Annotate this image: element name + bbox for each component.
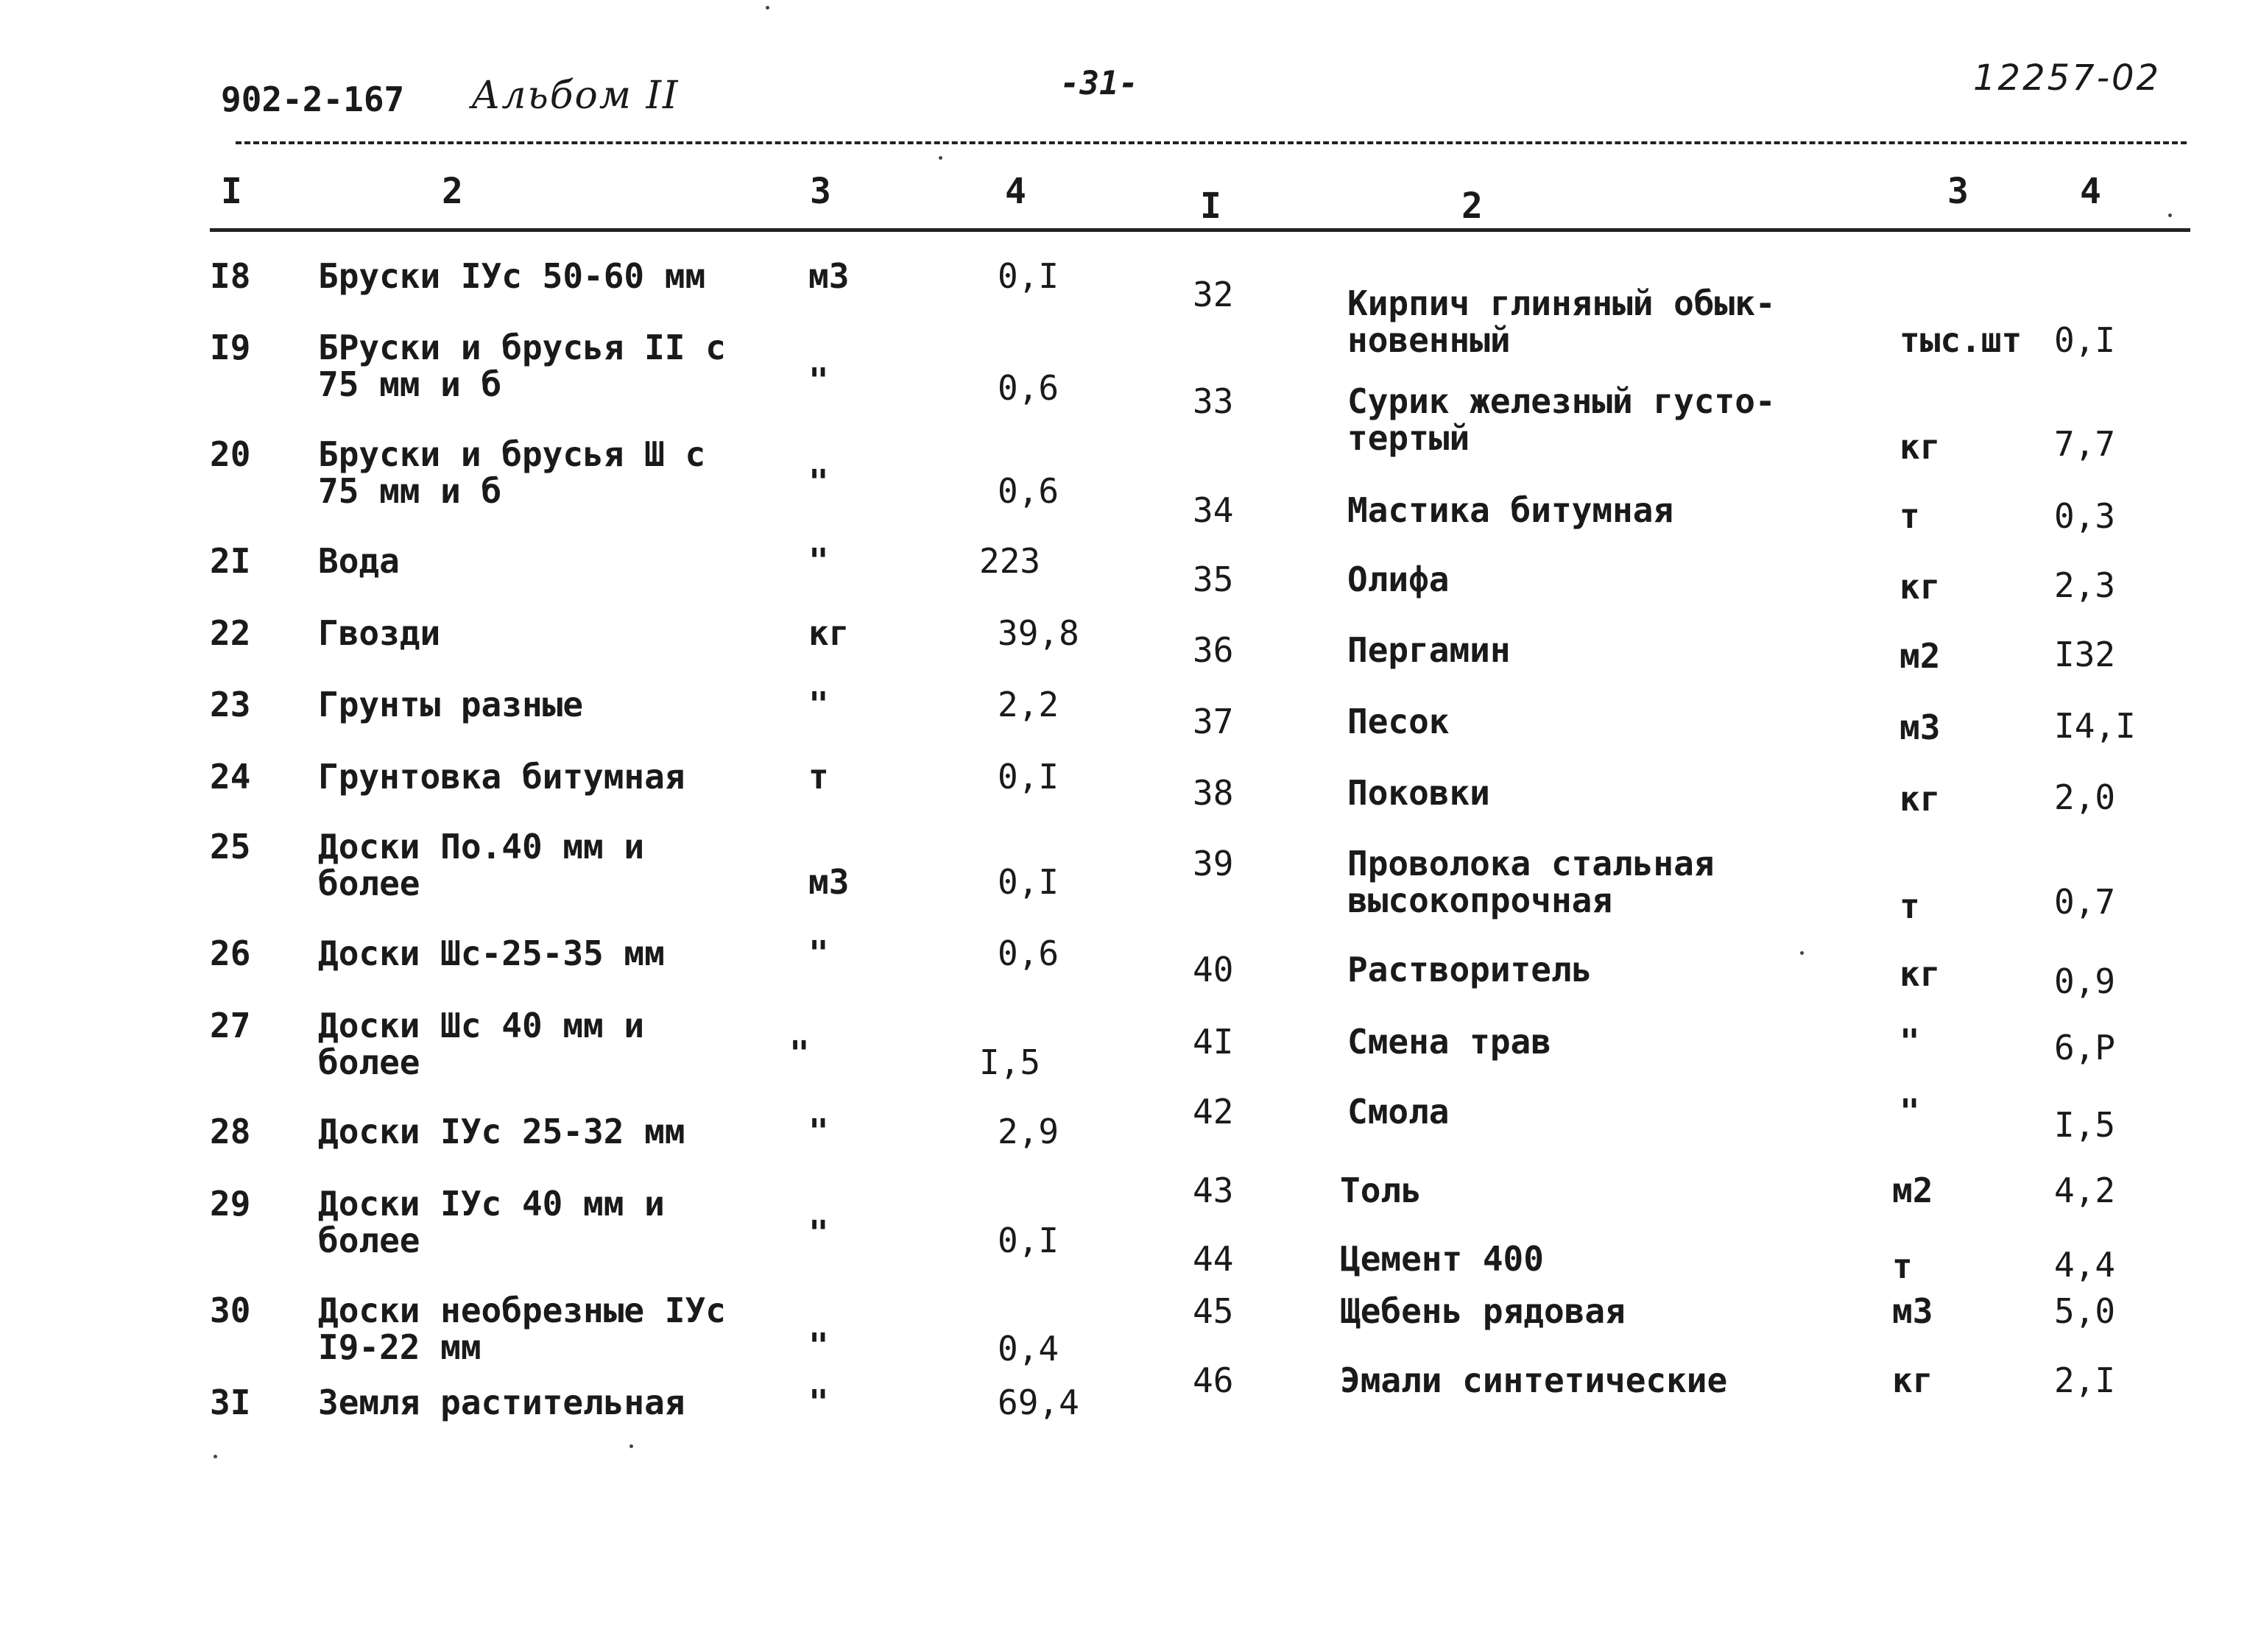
unit: " — [1900, 1022, 1920, 1062]
quantity: 2,2 — [998, 685, 1059, 724]
quantity: 4,2 — [2054, 1171, 2116, 1210]
album-label: Альбом II — [471, 74, 680, 118]
material-name: Растворитель — [1347, 950, 1592, 989]
quantity: 0,I — [2054, 320, 2116, 360]
unit: м3 — [808, 256, 850, 296]
scan-speck — [629, 1444, 633, 1448]
column-header-right-4: 4 — [2080, 171, 2101, 212]
unit: м3 — [1900, 707, 1941, 747]
quantity: 0,6 — [998, 368, 1059, 408]
unit: " — [808, 1326, 829, 1366]
material-name: Эмали синтетические — [1340, 1360, 1728, 1400]
row-number: 38 — [1193, 773, 1234, 813]
row-number: I8 — [210, 256, 251, 296]
column-header-left-1: I — [221, 171, 242, 212]
row-number: 22 — [210, 613, 251, 653]
scan-speck — [1800, 951, 1804, 955]
material-name: Доски По.40 мм и более — [318, 827, 645, 903]
material-name: Вода — [318, 541, 400, 581]
unit: м3 — [808, 862, 850, 902]
unit: т — [1900, 886, 1920, 926]
material-name: Грунтовка битумная — [318, 757, 685, 797]
row-number: 39 — [1193, 844, 1234, 883]
quantity: 0,7 — [2054, 882, 2116, 922]
material-name: БРуски и брусья II с 75 мм и б — [318, 328, 726, 404]
scan-speck — [214, 1455, 217, 1458]
quantity: 0,I — [998, 256, 1059, 296]
unit: т — [1892, 1246, 1913, 1286]
quantity: I,5 — [979, 1042, 1041, 1082]
row-number: 29 — [210, 1184, 251, 1224]
row-number: 44 — [1193, 1239, 1234, 1279]
header-divider — [210, 228, 2190, 232]
material-name: Проволока стальная высокопрочная — [1347, 844, 1715, 920]
row-number: 42 — [1193, 1092, 1234, 1132]
material-name: Доски IУс 40 мм и более — [318, 1184, 665, 1260]
row-number: 37 — [1193, 702, 1234, 741]
material-name: Доски IУс 25-32 мм — [318, 1112, 685, 1151]
unit: т — [808, 757, 829, 797]
quantity: 2,0 — [2054, 777, 2116, 817]
unit: " — [808, 685, 829, 724]
unit: " — [808, 462, 829, 502]
material-name: Земля растительная — [318, 1383, 685, 1422]
quantity: 69,4 — [998, 1383, 1079, 1422]
page-number: -31- — [1060, 65, 1138, 102]
column-header-left-4: 4 — [1005, 171, 1026, 212]
row-number: 4I — [1193, 1022, 1234, 1062]
material-name: Мастика битумная — [1347, 490, 1674, 530]
quantity: 0,I — [998, 1221, 1059, 1260]
material-name: Цемент 400 — [1340, 1239, 1544, 1279]
quantity: 2,I — [2054, 1360, 2116, 1400]
scan-speck — [939, 156, 942, 160]
material-name: Бруски IУс 50-60 мм — [318, 256, 706, 296]
unit: " — [808, 541, 829, 581]
row-number: 33 — [1193, 381, 1234, 421]
column-header-left-3: 3 — [810, 171, 831, 212]
material-name: Смена трав — [1347, 1022, 1551, 1062]
row-number: 25 — [210, 827, 251, 866]
unit: " — [789, 1034, 810, 1073]
material-name: Бруски и брусья Ш с 75 мм и б — [318, 434, 706, 511]
material-name: Щебень рядовая — [1340, 1291, 1626, 1331]
material-name: Поковки — [1347, 773, 1490, 813]
column-header-right-1: I — [1200, 186, 1221, 227]
quantity: I32 — [2054, 635, 2116, 674]
row-number: 30 — [210, 1291, 251, 1330]
material-name: Грунты разные — [318, 685, 584, 724]
row-number: 24 — [210, 757, 251, 797]
row-number: 20 — [210, 434, 251, 474]
row-number: 34 — [1193, 490, 1234, 530]
quantity: 0,4 — [998, 1329, 1059, 1369]
quantity: 6,P — [2054, 1028, 2116, 1067]
unit: кг — [808, 613, 850, 653]
top-divider — [236, 141, 2187, 144]
column-header-right-3: 3 — [1947, 171, 1969, 212]
row-number: 28 — [210, 1112, 251, 1151]
material-name: Гвозди — [318, 613, 441, 653]
quantity: 0,9 — [2054, 961, 2116, 1001]
row-number: 35 — [1193, 560, 1234, 599]
unit: " — [1900, 1092, 1920, 1132]
material-name: Кирпич глиняный обык- новенный — [1347, 283, 1776, 360]
quantity: 0,6 — [998, 471, 1059, 511]
row-number: I9 — [210, 328, 251, 367]
column-header-right-2: 2 — [1461, 186, 1483, 227]
unit: " — [808, 933, 829, 973]
quantity: 223 — [979, 541, 1041, 581]
quantity: 39,8 — [998, 613, 1079, 653]
quantity: 0,6 — [998, 933, 1059, 973]
quantity: 0,I — [998, 757, 1059, 797]
row-number: 43 — [1193, 1171, 1234, 1210]
unit: " — [808, 1383, 829, 1422]
material-name: Доски Шс-25-35 мм — [318, 933, 665, 973]
unit: кг — [1892, 1360, 1933, 1400]
unit: кг — [1900, 954, 1941, 994]
unit: " — [808, 1213, 829, 1253]
unit: тыс.шт — [1900, 320, 2022, 360]
material-name: Доски необрезные IУс I9-22 мм — [318, 1291, 726, 1367]
quantity: 0,3 — [2054, 496, 2116, 536]
unit: " — [808, 361, 829, 400]
material-name: Доски Шс 40 мм и более — [318, 1006, 645, 1082]
row-number: 23 — [210, 685, 251, 724]
row-number: 40 — [1193, 950, 1234, 989]
reference-number: 12257-02 — [1973, 57, 2162, 99]
row-number: 26 — [210, 933, 251, 973]
quantity: I,5 — [2054, 1105, 2116, 1145]
row-number: 32 — [1193, 275, 1234, 314]
unit: кг — [1900, 427, 1941, 467]
row-number: 36 — [1193, 630, 1234, 670]
scan-speck — [766, 6, 769, 10]
quantity: I4,I — [2054, 706, 2136, 746]
row-number: 45 — [1193, 1291, 1234, 1331]
row-number: 46 — [1193, 1360, 1234, 1400]
scan-speck — [2168, 213, 2172, 217]
material-name: Песок — [1347, 702, 1450, 741]
material-name: Сурик железный густо- тертый — [1347, 381, 1776, 458]
row-number: 2I — [210, 541, 251, 581]
quantity: 4,4 — [2054, 1245, 2116, 1285]
material-name: Пергамин — [1347, 630, 1511, 670]
quantity: 0,I — [998, 862, 1059, 902]
row-number: 3I — [210, 1383, 251, 1422]
document-code: 902-2-167 — [221, 80, 405, 119]
unit: кг — [1900, 779, 1941, 819]
column-header-left-2: 2 — [442, 171, 463, 212]
quantity: 2,3 — [2054, 565, 2116, 605]
unit: м2 — [1900, 636, 1941, 676]
unit: м3 — [1892, 1291, 1933, 1331]
material-name: Смола — [1347, 1092, 1450, 1132]
unit: т — [1900, 496, 1920, 536]
unit: " — [808, 1112, 829, 1151]
quantity: 5,0 — [2054, 1291, 2116, 1331]
quantity: 7,7 — [2054, 424, 2116, 464]
quantity: 2,9 — [998, 1112, 1059, 1151]
material-name: Толь — [1340, 1171, 1422, 1210]
row-number: 27 — [210, 1006, 251, 1045]
unit: кг — [1900, 567, 1941, 607]
material-name: Олифа — [1347, 560, 1450, 599]
unit: м2 — [1892, 1171, 1933, 1210]
